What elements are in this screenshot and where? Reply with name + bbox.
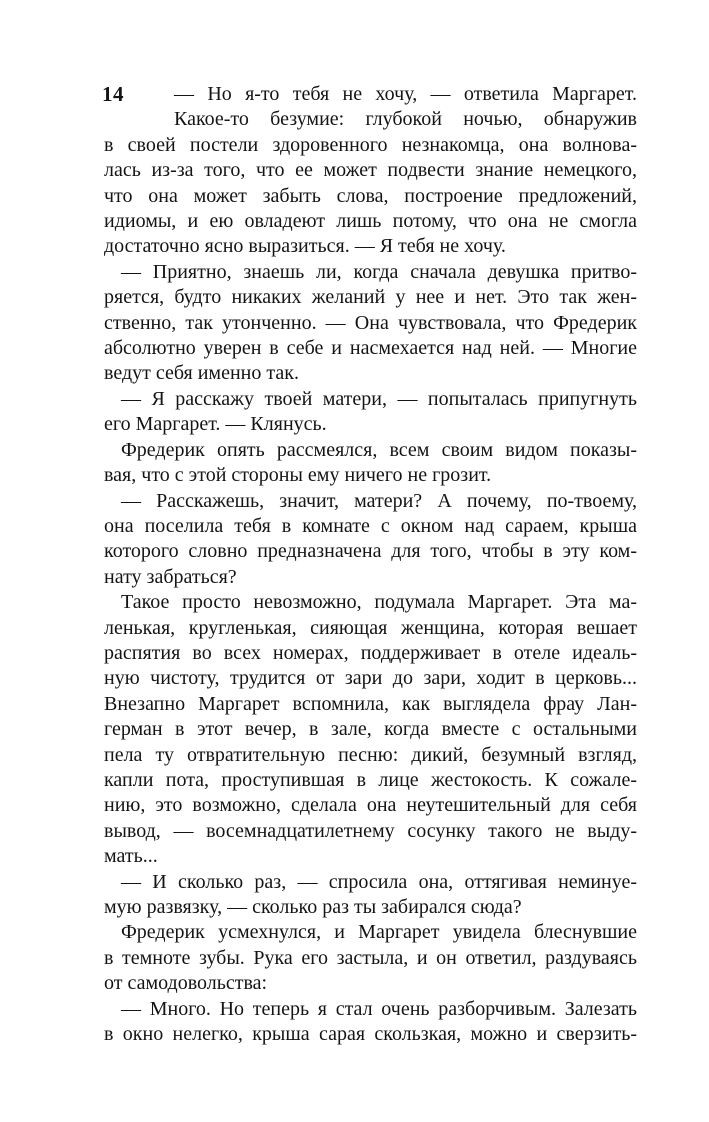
text-line: в темноте зубы. Рука его застыла, и он ответил, раздуваясь — [104, 946, 637, 969]
paragraph — [104, 920, 637, 996]
text-line: ственно, так утонченно. — Она чувствовала, что Фредерик — [104, 311, 637, 334]
page-number: 14 — [102, 82, 124, 106]
paragraph — [104, 590, 637, 869]
text-line: ряется, будто никаких желаний у нее и нет. Это так жен- — [104, 286, 637, 309]
text-line: вая, что с этой стороны ему ничего не грозит. — [104, 464, 492, 487]
text-block — [104, 82, 637, 1047]
text-line: пела ту отвратительную песню: дикий, безумный взгляд, — [104, 743, 637, 766]
text-line: в своей постели здоровенного незнакомца, она волнова- — [104, 133, 637, 156]
text-line: ную чистоту, трудится от зари до зари, ходит в церковь... — [104, 667, 637, 690]
text-line: Какое-то безумие: глубокой ночью, обнаружив — [174, 108, 637, 131]
text-line: лась из-за того, что ее может подвести знание немецкого, — [104, 159, 637, 182]
text-line: Внезапно Маргарет вспомнила, как выглядела фрау Лан- — [104, 692, 637, 715]
paragraph — [104, 438, 637, 489]
text-line: от самодовольства: — [104, 972, 268, 995]
text-line: — И сколько раз, — спросила она, оттягивая неминуе- — [121, 870, 637, 893]
text-line: Фредерик усмехнулся, и Маргарет увидела блеснувшие — [121, 921, 637, 944]
paragraph — [104, 870, 637, 921]
text-line: герман в этот вечер, в зале, когда вместе с остальными — [104, 718, 637, 741]
paragraph — [104, 489, 637, 591]
text-line: Фредерик опять рассмеялся, всем своим видом показы- — [121, 438, 637, 461]
text-line: его Маргарет. — Клянусь. — [104, 413, 327, 436]
text-line: ленькая, кругленькая, сияющая женщина, которая вешает — [104, 616, 637, 639]
text-line: — Много. Но теперь я стал очень разборчивым. Залезать — [121, 997, 637, 1020]
paragraph — [104, 107, 637, 259]
text-line: вывод, — восемнадцатилетнему сосунку такого не выду- — [104, 819, 637, 842]
paragraph — [104, 260, 637, 387]
text-line: Такое просто невозможно, подумала Маргарет. Эта ма- — [121, 591, 637, 614]
text-line: ведут себя именно так. — [104, 362, 299, 385]
text-line: нию, это возможно, сделала она неутешительный для себя — [104, 794, 637, 817]
paragraph — [104, 997, 637, 1048]
text-line: распятия во всех номерах, поддерживает в отеле идеаль- — [104, 641, 637, 664]
text-line: нату забраться? — [104, 565, 237, 588]
text-line: она поселила тебя в комнате с окном над сараем, крыша — [104, 514, 637, 537]
text-line: что она может забыть слова, построение предложений, — [104, 184, 637, 207]
text-line: — Но я-то тебя не хочу, — ответила Маргарет. — [174, 83, 637, 105]
paragraph — [104, 82, 637, 107]
text-line: идиомы, и ею овладеют лишь потому, что она не смогла — [104, 210, 637, 233]
text-line: мать... — [104, 845, 158, 868]
text-line: капли пота, проступившая в лице жестокость. К сожале- — [104, 768, 637, 791]
text-line: абсолютно уверен в себе и насмехается над ней. — Многие — [104, 337, 637, 360]
text-line: мую развязку, — сколько раз ты забирался сюда? — [104, 896, 522, 918]
text-line: — Расскажешь, значит, матери? А почему, по-твоему, — [121, 489, 637, 512]
text-line: в окно нелегко, крыша сарая скользкая, можно и сверзить- — [104, 1023, 637, 1046]
text-line: — Приятно, знаешь ли, когда сначала девушка притво- — [121, 260, 637, 283]
text-line: которого словно предназначена для того, чтобы в эту ком- — [104, 540, 637, 563]
text-line: — Я расскажу твоей матери, — попыталась припугнуть — [121, 387, 637, 410]
paragraph — [104, 387, 637, 438]
text-line: достаточно ясно выразиться. — Я тебя не хочу. — [104, 235, 506, 258]
